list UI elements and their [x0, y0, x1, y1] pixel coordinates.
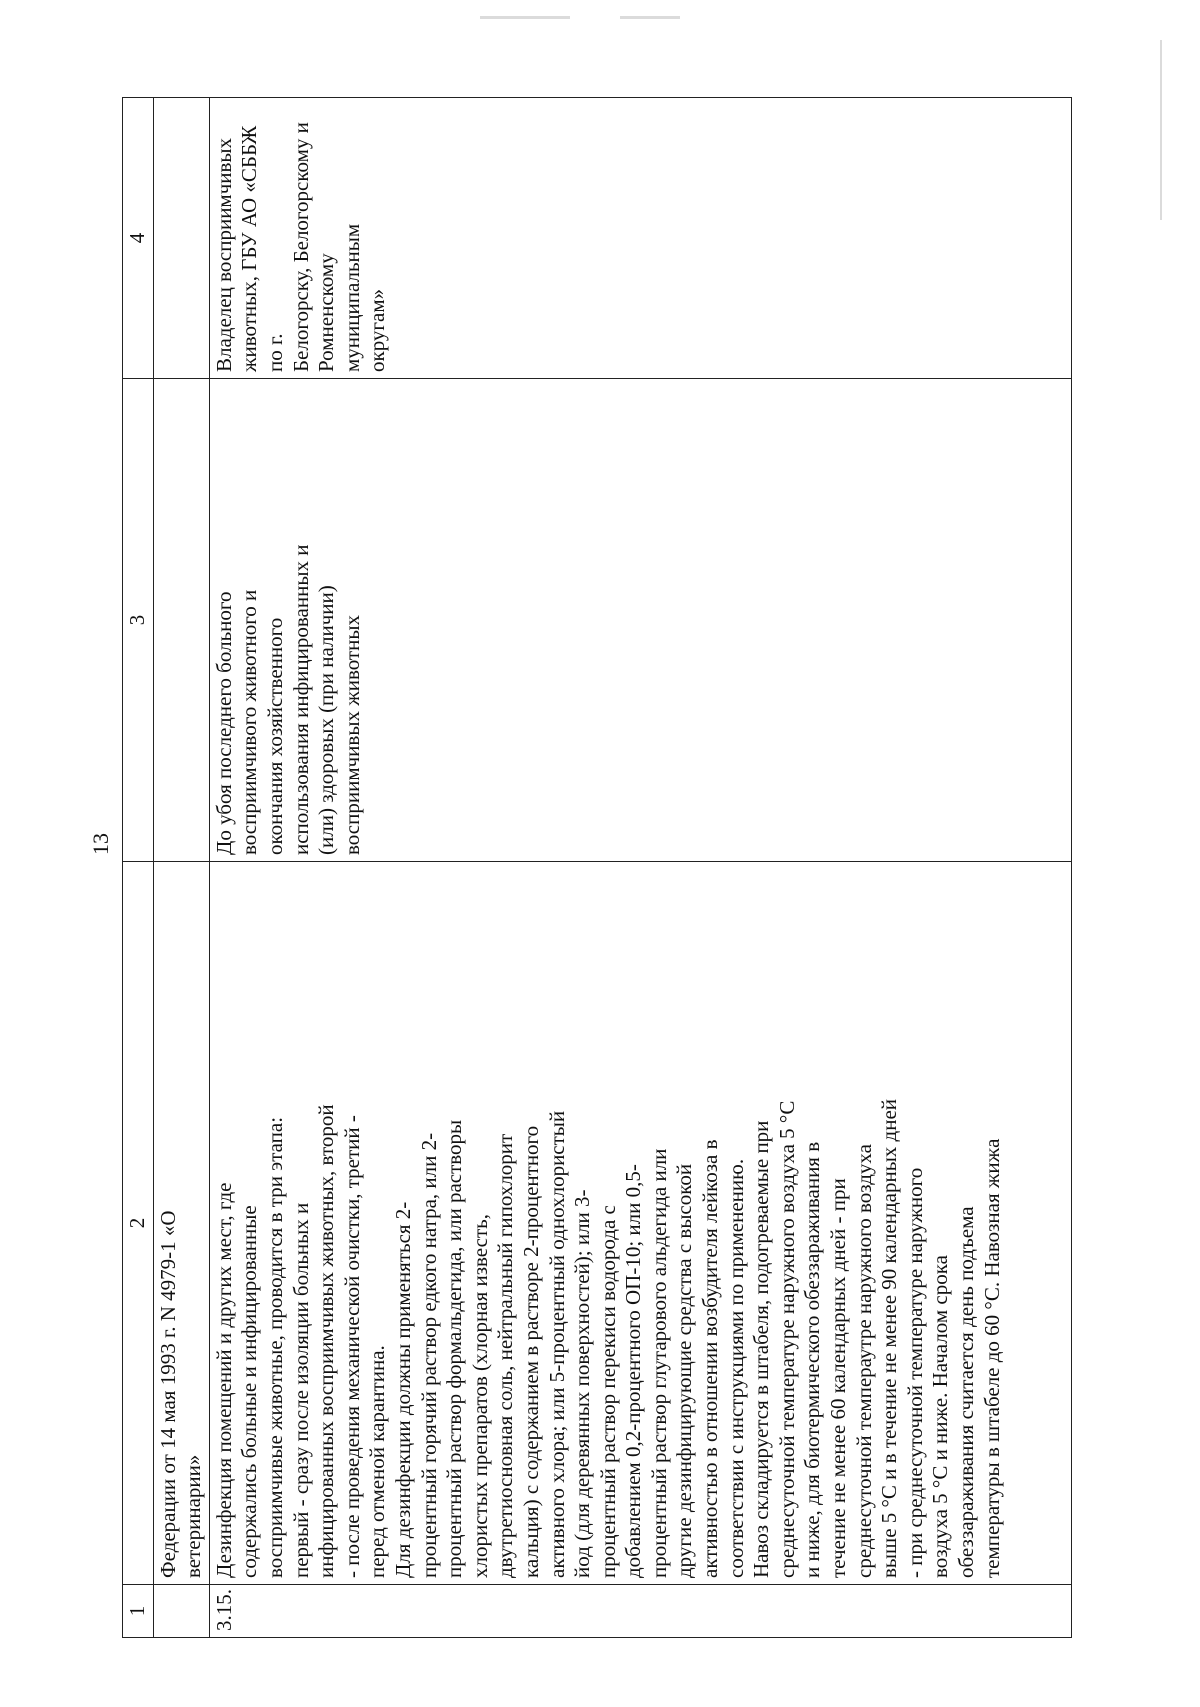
cont-measure-cell: Федерации от 14 мая 1993 г. N 4979-1 «О ветеринарии»: [153, 862, 209, 1585]
header-col-1: 1: [123, 1585, 154, 1638]
measures-table: [122, 97, 1072, 1638]
cont-responsible-cell: [153, 98, 209, 379]
table-row-continuation: [153, 98, 209, 1638]
scan-noise: [1160, 40, 1162, 220]
deadline-cell: До убоя последнего больного восприимчивого животного и окончания хозяйственного использования инфицированных и (или) здоровых (при наличии) восприимчивых животных: [209, 379, 1071, 862]
header-col-3: 3: [123, 379, 154, 862]
measure-cell: Дезинфекция помещений и других мест, где содержались больные и инфицированные восприимчивые животные, проводится в три этапа: первый - сразу после изоляции больных и инфицированных восприимчивых животных, второй - после проведения механической очистки, третий - перед отменой карантина. Для дезинфекции должны применяться 2- процентный горячий раствор едкого натра, или 2- процентный раствор формальдегида, или растворы хлористых препаратов (хлорная известь, двутретиосновная соль, нейтральный гипохлорит кальция) с содержанием в растворе 2-процентного активного хлора; или 5-процентный однохлористый йод (для деревянных поверхностей); или 3- процентный раствор перекиси водорода с добавлением 0,2-процентного ОП-10; или 0,5- процентный раствор глутарового альдегида или другие дезинфицирующие средства с высокой активностью в отношении возбудителя лейкоза в соответствии с инструкциями по применению. Навоз складируется в штабеля, подогреваемые при среднесуточной температуре наружного воздуха 5 °С и ниже, для биотермического обеззараживания в течение не менее 60 календарных дней - при среднесуточной темпераутре наружного воздуха выше 5 °С и в течение не менее 90 календарных дней - при среднесуточной температуре наружного воздуха 5 °С и ниже. Началом срока обеззараживания считается день подъема температуры в штабеле до 60 °С. Навозная жижа: [209, 862, 1071, 1585]
header-col-2: 2: [123, 862, 154, 1585]
rotated-table-wrapper: [122, 98, 1072, 1638]
table-header-row: [123, 98, 154, 1638]
cont-deadline-cell: [153, 379, 209, 862]
responsible-cell: Владелец восприимчивых животных, ГБУ АО «СББЖ по г. Белогорску, Белогорскому и Ромненскому муниципальным округам»: [209, 98, 1071, 379]
scan-noise: [480, 16, 570, 19]
row-number-cell: 3.15.: [209, 1585, 1071, 1638]
cont-number-cell: [153, 1585, 209, 1638]
table-row-3-15: [209, 98, 1071, 1638]
header-col-4: 4: [123, 98, 154, 379]
page-number: 13: [88, 833, 113, 855]
scan-noise: [620, 16, 680, 19]
